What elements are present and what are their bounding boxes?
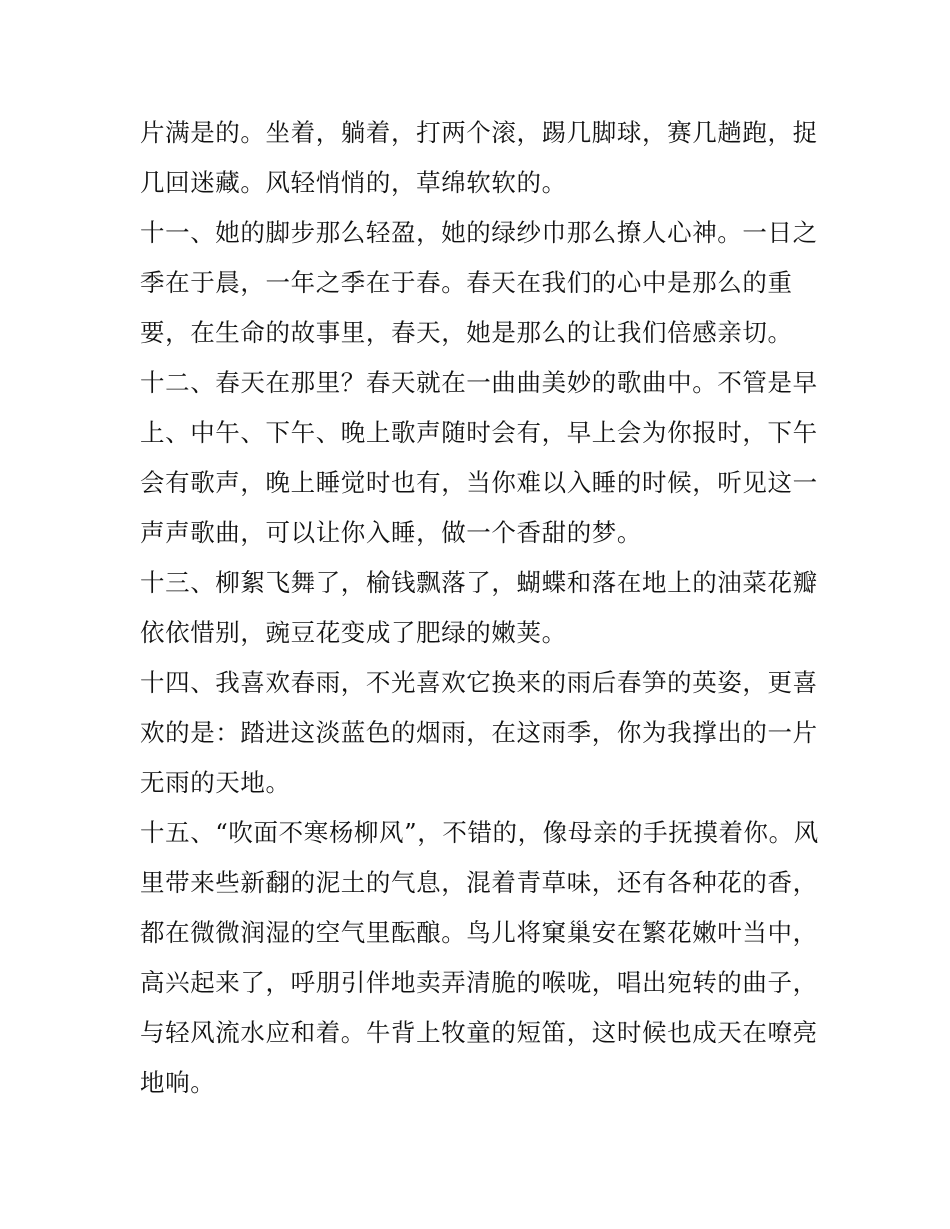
text-line: 依依惜别，豌豆花变成了肥绿的嫩荚。 [140,618,567,647]
text-line: 无雨的天地。 [140,768,291,797]
text-line: 片满是的。坐着，躺着，打两个滚，踢几脚球，赛几趟跑，捉 [140,118,818,147]
text-line: 地响。 [140,1068,216,1097]
text-line: 欢的是：踏进这淡蓝色的烟雨，在这雨季，你为我撑出的一片 [140,718,818,747]
body-text [140,108,820,1108]
text-line: 十二、春天在那里？春天就在一曲曲美妙的歌曲中。不管是早 [140,368,818,397]
text-line: 都在微微润湿的空气里酝酿。鸟儿将窠巢安在繁花嫩叶当中， [140,918,818,947]
text-line: 季在于晨，一年之季在于春。春天在我们的心中是那么的重 [140,268,793,297]
text-line: 里带来些新翻的泥土的气息，混着青草味，还有各种花的香， [140,868,818,897]
text-line: 十三、柳絮飞舞了，榆钱飘落了，蝴蝶和落在地上的油菜花瓣 [140,568,818,597]
text-line: 十四、我喜欢春雨，不光喜欢它换来的雨后春笋的英姿，更喜 [140,668,818,697]
text-line: 上、中午、下午、晚上歌声随时会有，早上会为你报时，下午 [140,418,818,447]
text-line: 十一、她的脚步那么轻盈，她的绿纱巾那么撩人心神。一日之 [140,218,818,247]
text-line: 会有歌声，晚上睡觉时也有，当你难以入睡的时候，听见这一 [140,468,818,497]
text-line: 声声歌曲，可以让你入睡，做一个香甜的梦。 [140,518,642,547]
text-line: 高兴起来了，呼朋引伴地卖弄清脆的喉咙，唱出宛转的曲子， [140,968,818,997]
text-line: 几回迷藏。风轻悄悄的，草绵软软的。 [140,168,567,197]
text-line: 要，在生命的故事里，春天，她是那么的让我们倍感亲切。 [140,318,793,347]
text-line: 与轻风流水应和着。牛背上牧童的短笛，这时候也成天在嘹亮 [140,1018,818,1047]
text-line: 十五、“吹面不寒杨柳风”，不错的，像母亲的手抚摸着你。风 [140,818,819,847]
